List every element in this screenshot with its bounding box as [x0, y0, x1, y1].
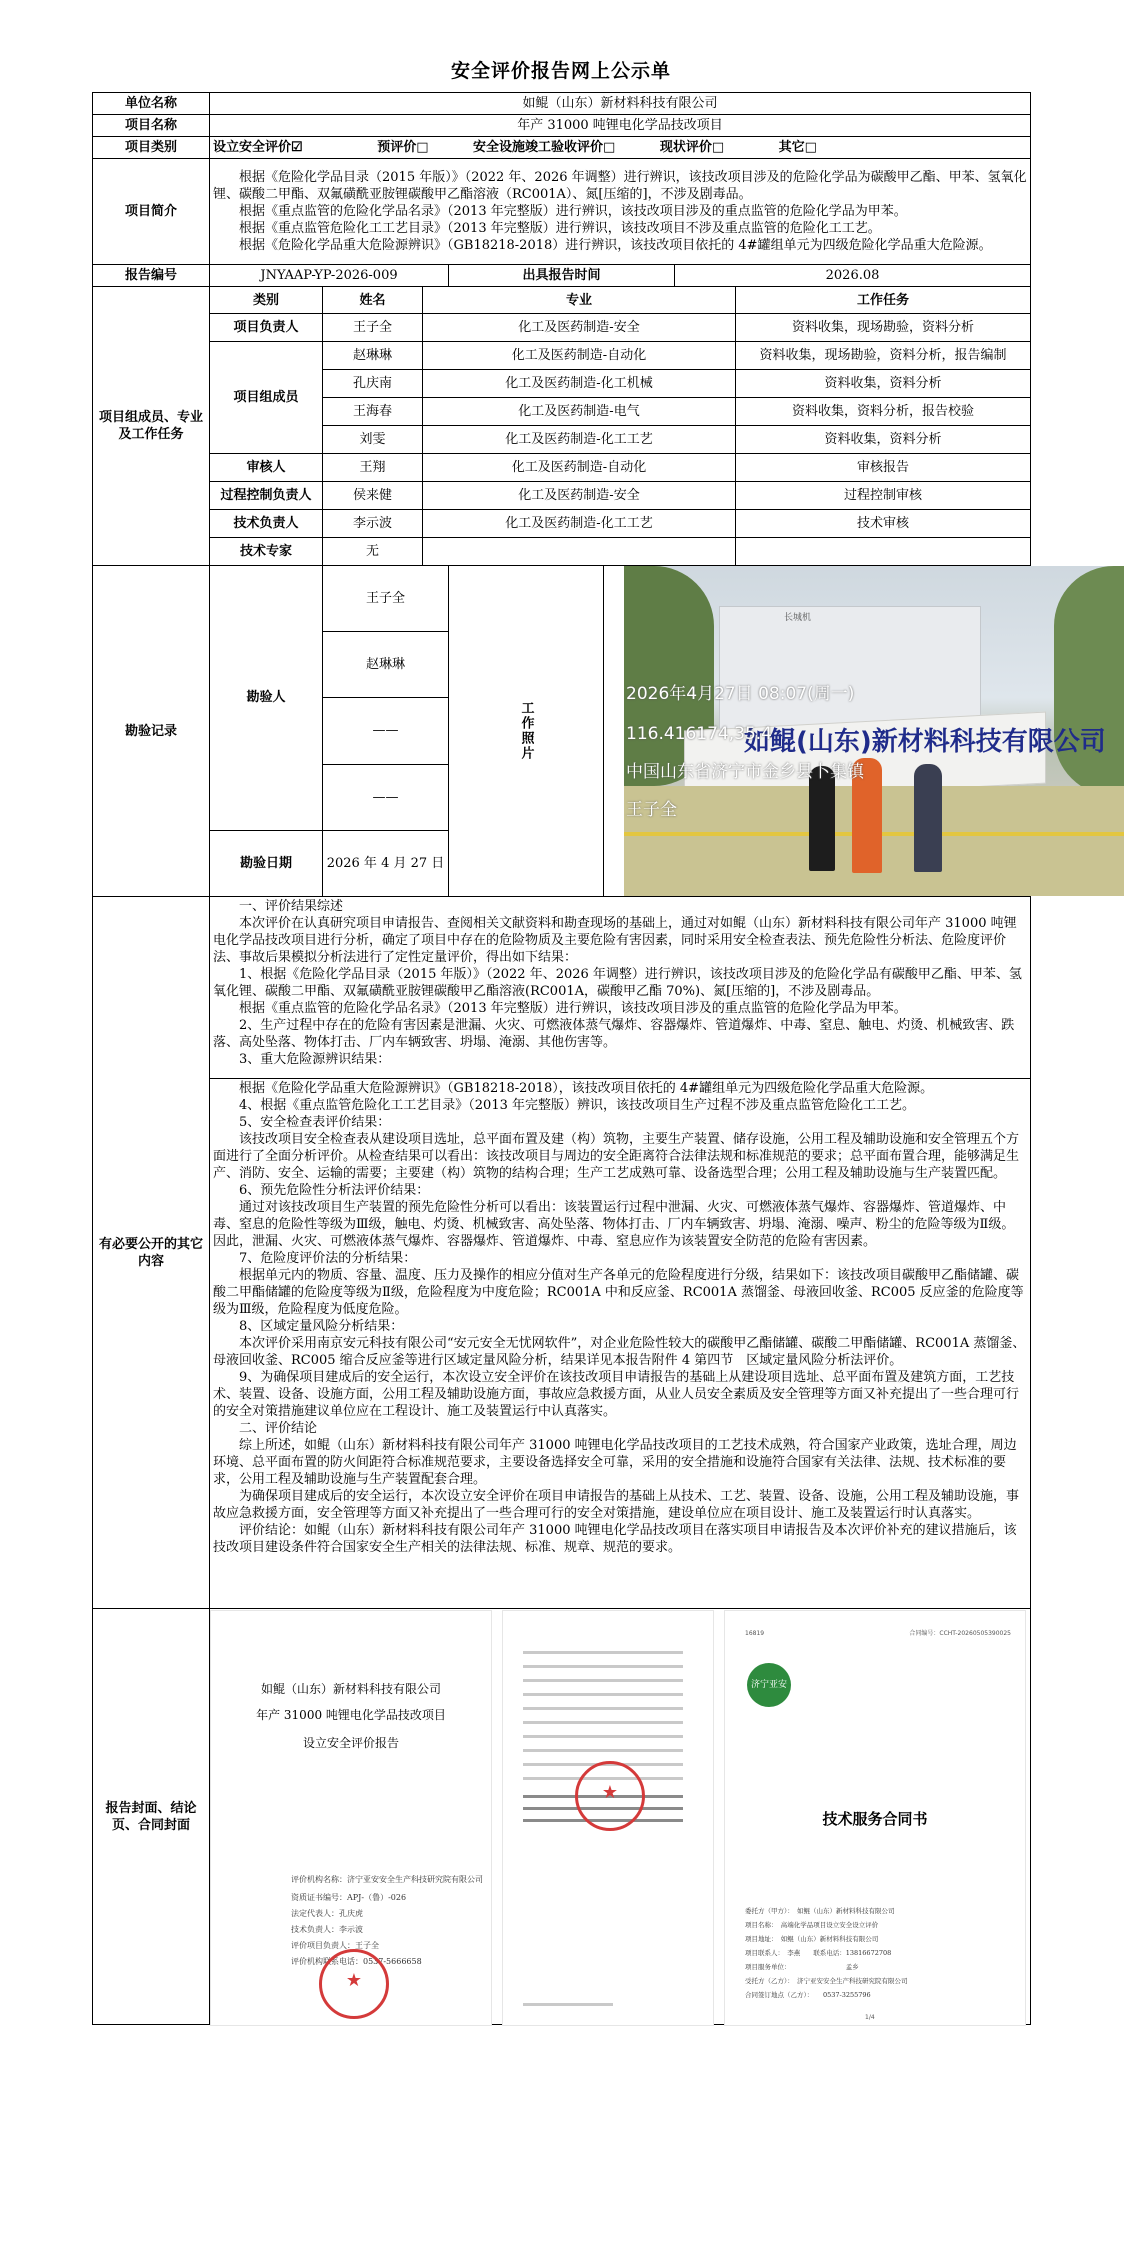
publicity-table	[92, 92, 1106, 2025]
public-paragraph: 2、生产过程中存在的危险有害因素是泄漏、火灾、可燃液体蒸气爆炸、容器爆炸、管道爆炸、中毒、窒息、触电、灼烫、机械致害、跌落、高处坠落、物体打击、厂内车辆致害、坍塌、淹溺、其他伤害等。	[213, 1018, 1015, 1050]
text-line	[523, 1679, 683, 1682]
contract-row: 合同签订地点（乙方）： 0537-3255796	[745, 1990, 871, 1999]
public-paragraph: 二、评价结论	[239, 1421, 318, 1436]
member-major: 化工及医药制造-自动化	[423, 454, 736, 482]
public-content-part2	[210, 1079, 1031, 1609]
public-paragraph: 综上所述，如鲲（山东）新材料科技有限公司年产 31000 吨锂电化学品技改项目的工艺技术成熟，符合国家产业政策，选址合理，周边环境、总平面布置的防火间距符合标准规范要求，主要设备选择安全可靠，采用的安全措施和设施符合国家有关法律、法规、技术标准的要求，公用工程及辅助设施与生产装置配套合理。	[213, 1438, 1017, 1487]
surveyor-label: 勘验人	[210, 566, 323, 831]
surveyor-name: 赵琳琳	[323, 632, 449, 698]
project-intro-label: 项目简介	[93, 159, 210, 265]
member-task: 资料收集，现场勘验，资料分析，报告编制	[736, 342, 1031, 370]
photo-watermark-location: 中国山东省济宁市金乡县卜集镇	[626, 762, 864, 782]
member-role: 项目组成员	[210, 342, 323, 454]
tree-shape	[1054, 566, 1124, 796]
cover-report-title: 设立安全评价报告	[302, 1735, 399, 1750]
surveyor-name: ——	[323, 764, 449, 830]
intro-para: 根据《重点监管的危险化学品名录》（2013 年完整版）进行辨识，该技改项目涉及的重点监管的危险化学品为甲苯。	[239, 204, 907, 219]
photo-watermark-datetime: 2026年4月27日 08:07(周一)	[626, 684, 855, 704]
cover-info: 评价机构联系电话：0537-5666658	[291, 1956, 422, 1966]
type-option-setup: 设立安全评价☑	[213, 140, 303, 155]
member-header-task: 工作任务	[736, 287, 1031, 314]
cover-info: 技术负责人：李示波	[291, 1924, 363, 1934]
member-role: 项目负责人	[210, 314, 323, 342]
member-row	[93, 314, 1031, 342]
text-line	[523, 1693, 683, 1696]
member-major: 化工及医药制造-自动化	[423, 342, 736, 370]
public-paragraph: 一、评价结果综述	[239, 899, 344, 914]
work-photo-label-cell	[449, 566, 604, 897]
conclusion-seal	[575, 1761, 645, 1831]
member-major: 化工及医药制造-安全	[423, 482, 736, 510]
contract-row: 项目服务单位： 孟乡	[745, 1962, 859, 1971]
work-photo-cell	[604, 566, 1106, 897]
type-option-acceptance: 安全设施竣工验收评价□	[473, 140, 616, 155]
public-paragraph: 根据《危险化学品重大危险源辨识》（GB18218-2018），该技改项目依托的 4#罐组单元为四级危险化学品重大危险源。	[239, 1081, 934, 1096]
member-name: 无	[323, 538, 423, 566]
text-line	[523, 2003, 613, 2006]
public-paragraph: 通过对该技改项目生产装置的预先危险性分析可以看出：该装置运行过程中泄漏、火灾、可燃液体蒸气爆炸、容器爆炸、管道爆炸、中毒、窒息的危险性等级为Ⅲ级，触电、灼烫、机械致害、高处坠落、物体打击、厂内车辆致害、坍塌、淹溺、噪声、粉尘的危险等级为Ⅱ级。因此，泄漏、火灾、可燃液体蒸气爆炸、容器爆炸、管道爆炸、中毒、窒息应作为该装置安全防范的危险有害因素。	[213, 1200, 1015, 1249]
page-title: 安全评价报告网上公示单	[450, 60, 671, 82]
contract-row: 委托方（甲方）： 如鲲（山东）新材料科技有限公司	[745, 1906, 895, 1915]
member-name: 王翔	[323, 454, 423, 482]
member-row	[93, 342, 1031, 370]
member-task: 资料收集，资料分析	[736, 370, 1031, 398]
public-paragraph: 评价结论：如鲲（山东）新材料科技有限公司年产 31000 吨锂电化学品技改项目在落实项目申请报告及本次评价补充的建议措施后，该技改项目建设条件符合国家安全生产相关的法律法规、标准、规章、规范的要求。	[213, 1523, 1017, 1555]
contract-cover-image	[724, 1610, 1026, 2026]
public-paragraph: 根据《重点监管的危险化学品名录》（2013 年完整版）进行辨识，该技改项目涉及的重点监管的危险化学品为甲苯。	[239, 1001, 907, 1016]
public-block-1	[213, 898, 1027, 1068]
contract-top-right: 合同编号：CCHT-20260505390025	[909, 1629, 1011, 1637]
contract-row: 受托方（乙方）： 济宁亚安安全生产科技研究院有限公司	[745, 1976, 908, 1985]
type-option-pre: 预评价□	[377, 140, 429, 155]
public-paragraph: 本次评价在认真研究项目申请报告、查阅相关文献资料和勘查现场的基础上，通过对如鲲（山东）新材料科技有限公司年产 31000 吨锂电化学品技改项目进行分析，确定了项目中存在的危险物质及主要危险有害因素，同时采用安全检查表法、预先危险性分析法、危险度评价法、事故后果模拟分析法进行了定性定量评价，得出如下结果：	[213, 916, 1017, 965]
member-task: 资料收集，资料分析	[736, 426, 1031, 454]
member-name: 侯来健	[323, 482, 423, 510]
surveyor-name: ——	[323, 698, 449, 764]
company-signage: 如鲲(山东)新材料科技有限公司	[744, 727, 1106, 757]
photo-watermark-coords: 116.416174,35.4	[626, 724, 773, 744]
intro-para: 根据《危险化学品目录（2015 年版）》（2022 年、2026 年调整）进行辨识，该技改项目涉及的危险化学品为碳酸甲乙酯、甲苯、氢氧化锂、碳酸二甲酯、双氟磺酰亚胺锂碳酸甲乙酯溶液（RC001A）、氮[压缩的]，不涉及剧毒品。	[213, 170, 1027, 202]
public-paragraph: 4、根据《重点监管危险化工工艺目录》（2013 年完整版）辨识，该技改项目生产过程不涉及重点监管危险化工工艺。	[239, 1098, 915, 1113]
unit-name-value: 如鲲（山东）新材料科技有限公司	[210, 93, 1031, 115]
work-photo-label: 工作照片	[518, 701, 534, 761]
contract-page-no: 1/4	[865, 2013, 875, 2021]
member-header-name: 姓名	[323, 287, 423, 314]
cover-seal	[319, 1949, 389, 2019]
building-sign-text: 长城机	[784, 613, 812, 623]
members-label: 项目组成员、专业及工作任务	[93, 287, 210, 566]
public-paragraph: 9、为确保项目建成后的安全运行，本次设立安全评价在该技改项目申请报告的基础上从建设项目选址、总平面布置及建筑方面，工艺技术、装置、设备、设施方面，公用工程及辅助设施方面，事故应急救援方面，从业人员安全素质及安全管理等方面又补充提出了一些合理可行的安全对策措施建议单位应在工程设计、施工及装置运行中认真落实。	[213, 1370, 1020, 1419]
member-major: 化工及医药制造-化工工艺	[423, 510, 736, 538]
member-row	[93, 482, 1031, 510]
member-task: 技术审核	[736, 510, 1031, 538]
report-no-label: 报告编号	[93, 265, 210, 287]
person-figure	[914, 764, 942, 872]
conclusion-page-image	[502, 1610, 714, 2026]
member-row	[93, 510, 1031, 538]
member-major: 化工及医药制造-电气	[423, 398, 736, 426]
public-block-2	[213, 1080, 1027, 1556]
public-paragraph: 该技改项目安全检查表从建设项目选址，总平面布置及建（构）筑物，主要生产装置、储存设施，公用工程及辅助设施和安全管理五个方面进行了全面分析评价。从检查结果可以看出：该技改项目与周边的安全距离符合法律法规和标准规范的要求；总平面布置合理，能够满足生产、消防、安全、运输的需要；主要建（构）筑物的结构合理；生产工艺成熟可靠、设备选型合理；公用工程及辅助设施与生产装置匹配。	[213, 1132, 1020, 1181]
public-paragraph: 6、预先危险性分析法评价结果：	[239, 1183, 430, 1198]
text-line	[523, 1665, 683, 1668]
member-major: 化工及医药制造-化工工艺	[423, 426, 736, 454]
member-task: 资料收集，资料分析，报告校验	[736, 398, 1031, 426]
contract-row: 项目地址： 如鲲（山东）新材料科技有限公司	[745, 1934, 879, 1943]
survey-record-label: 勘验记录	[93, 566, 210, 897]
photo-watermark-person: 王子全	[626, 800, 677, 820]
text-line	[523, 1651, 683, 1654]
cover-info: 评价项目负责人：王子全	[291, 1940, 379, 1950]
member-task	[736, 538, 1031, 566]
public-paragraph: 7、危险度评价法的分析结果：	[239, 1251, 417, 1266]
project-type-options	[210, 137, 1031, 159]
cover-info: 资质证书编号：APJ-（鲁）-026	[291, 1892, 407, 1902]
cover-company: 如鲲（山东）新材料科技有限公司	[260, 1681, 441, 1696]
member-role: 过程控制负责人	[210, 482, 323, 510]
public-content-label: 有必要公开的其它内容	[93, 897, 210, 1609]
member-role: 技术负责人	[210, 510, 323, 538]
member-header-major: 专业	[423, 287, 736, 314]
public-paragraph: 5、安全检查表评价结果：	[239, 1115, 391, 1130]
member-task: 审核报告	[736, 454, 1031, 482]
public-paragraph: 1、根据《危险化学品目录（2015 年版）》（2022 年、2026 年调整）进行辨识，该技改项目涉及的危险化学品有碳酸甲乙酯、甲苯、氢氧化锂、碳酸二甲酯、双氟磺酰亚胺锂碳酸甲乙酯溶液(RC001A，碳酸甲乙酯 70%)、氮[压缩的]，不涉及剧毒品。	[213, 967, 1022, 999]
cover-info: 评价机构名称：济宁亚安安全生产科技研究院有限公司	[291, 1874, 483, 1884]
cover-images	[210, 1610, 1030, 2024]
member-name: 赵琳琳	[323, 342, 423, 370]
member-task: 过程控制审核	[736, 482, 1031, 510]
work-photo	[624, 566, 1124, 896]
surveyor-name: 王子全	[323, 566, 449, 632]
publish-time-value: 2026.08	[675, 265, 1031, 287]
survey-date-value: 2026 年 4 月 27 日	[323, 830, 449, 896]
public-paragraph: 本次评价采用南京安元科技有限公司“安元安全无忧网软件”，对企业危险性较大的碳酸甲乙酯储罐、碳酸二甲酯储罐、RC001A 蒸馏釜、母液回收釜、RC005 缩合反应釜等进行区域定量风险分析，结果详见本报告附件 4 第四节 区域定量风险分析法评价。	[213, 1336, 1026, 1368]
cover-images-cell	[210, 1609, 1031, 2025]
member-name: 王海春	[323, 398, 423, 426]
contract-title: 技术服务合同书	[822, 1809, 928, 1828]
member-name: 孔庆南	[323, 370, 423, 398]
star-icon: ★	[601, 1781, 619, 1803]
report-no-value: JNYAAP-YP-2026-009	[210, 265, 449, 287]
survey-date-label: 勘验日期	[210, 830, 323, 896]
report-cover-image	[210, 1610, 492, 2026]
member-name: 王子全	[323, 314, 423, 342]
public-paragraph: 8、区域定量风险分析结果：	[239, 1319, 404, 1334]
text-line	[523, 1735, 683, 1738]
text-line	[523, 1749, 683, 1752]
member-row	[93, 454, 1031, 482]
type-option-other: 其它□	[778, 140, 817, 155]
intro-para: 根据《重点监管危险化工工艺目录》（2013 年完整版）进行辨识，该技改项目不涉及重点监管的危险化工工艺。	[239, 221, 881, 236]
unit-name-label: 单位名称	[93, 93, 210, 115]
member-major: 化工及医药制造-安全	[423, 314, 736, 342]
member-name: 李示波	[323, 510, 423, 538]
project-intro-text	[210, 159, 1031, 265]
member-task: 资料收集，现场勘验，资料分析	[736, 314, 1031, 342]
member-major: 化工及医药制造-化工机械	[423, 370, 736, 398]
text-line	[523, 1721, 683, 1724]
public-paragraph: 为确保项目建成后的安全运行，本次设立安全评价在项目申请报告的基础上从技术、工艺、装置、设备、设施，公用工程及辅助设施，事故应急救援方面，安全管理等方面又补充提出了一些合理可行的安全对策措施，建设单位应在项目设计、施工及装置运行时认真落实。	[213, 1489, 1020, 1521]
member-header-role: 类别	[210, 287, 323, 314]
star-icon: ★	[345, 1969, 363, 1991]
contract-top-left: 16819	[745, 1629, 765, 1637]
intro-para: 根据《危险化学品重大危险源辨识》（GB18218-2018）进行辨识，该技改项目依托的 4#罐组单元为四级危险化学品重大危险源。	[239, 238, 992, 253]
cover-info: 法定代表人：孔庆虎	[291, 1908, 363, 1918]
member-role: 技术专家	[210, 538, 323, 566]
member-role: 审核人	[210, 454, 323, 482]
public-content-part1	[210, 897, 1031, 1079]
project-type-label: 项目类别	[93, 137, 210, 159]
public-paragraph: 根据单元内的物质、容量、温度、压力及操作的相应分值对生产各单元的危险程度进行分级，结果如下：该技改项目碳酸甲乙酯储罐、碳酸二甲酯储罐的危险度等级为Ⅱ级，危险程度为中度危险；RC001A 中和反应釜、RC001A 蒸馏釜、母液回收釜、RC005 反应釜的危险度等级为Ⅲ级，危险程度为低度危险。	[213, 1268, 1024, 1317]
member-row	[93, 538, 1031, 566]
member-name: 刘雯	[323, 426, 423, 454]
contract-row: 项目联系人： 李燕 联系电话：13816672708	[745, 1948, 892, 1957]
publish-time-label: 出具报告时间	[449, 265, 675, 287]
text-line	[523, 1707, 683, 1710]
cover-contract-label: 报告封面、结论页、合同封面	[93, 1609, 210, 2025]
member-major	[423, 538, 736, 566]
project-name-label: 项目名称	[93, 115, 210, 137]
contract-row: 项目名称： 高端化学品项目设立安全设立评价	[745, 1920, 879, 1929]
project-name-value: 年产 31000 吨锂电化学品技改项目	[210, 115, 1031, 137]
public-paragraph: 3、重大危险源辨识结果：	[239, 1052, 391, 1067]
cover-project: 年产 31000 吨锂电化学品技改项目	[256, 1707, 446, 1722]
type-option-status: 现状评价□	[659, 140, 725, 155]
contract-logo: 济宁亚安	[747, 1663, 791, 1707]
